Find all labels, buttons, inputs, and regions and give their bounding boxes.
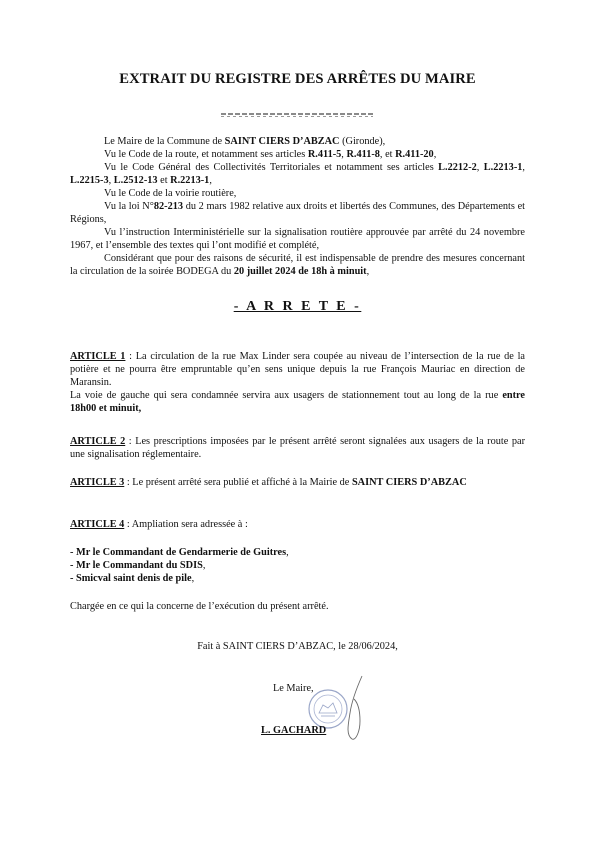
- list-item: - Mr le Commandant de Gendarmerie de Guitres,: [70, 547, 289, 558]
- preamble-line-voirie: Vu le Code de la voirie routière,: [104, 188, 237, 199]
- article-3: ARTICLE 3 : Le présent arrêté sera publié et affiché à la Mairie de SAINT CIERS D’ABZAC: [70, 477, 467, 488]
- preamble: [70, 135, 525, 278]
- signatory-name: L. GACHARD: [261, 725, 327, 736]
- preamble-line-maire: Le Maire de la Commune de SAINT CIERS D’ABZAC (Gironde),: [104, 136, 386, 147]
- article-4-label: ARTICLE 4: [70, 519, 125, 530]
- mayor-title: Le Maire,: [273, 683, 314, 694]
- list-item: - Mr le Commandant du SDIS,: [70, 560, 206, 571]
- article-2-label: ARTICLE 2: [70, 436, 126, 447]
- preamble-line-cgct: Vu le Code Général des Collectivités Territoriales et notamment ses articles L.2212-2, L.2213-1, L.2215-3, L.2512-13 et R.2213-1,: [70, 162, 525, 186]
- closing-statement: Chargée en ce qui la concerne de l’exécution du présent arrêté.: [70, 601, 329, 612]
- title-separator: [221, 110, 373, 118]
- article-1: [70, 350, 525, 415]
- preamble-line-considerant: Considérant que pour des raisons de sécurité, il est indispensable de prendre des mesures concernant la circulation de la soirée BODEGA du 20 juillet 2024 de 18h à minuit,: [70, 253, 525, 277]
- preamble-line-instruction: Vu l’instruction Interministérielle sur la signalisation routière approuvée par arrêté du 24 novembre 1967, et l’ensemble des textes qui l’ont modifié et complété,: [70, 227, 525, 251]
- document-title: EXTRAIT DU REGISTRE DES ARRÊTES DU MAIRE: [119, 71, 476, 87]
- article-1-paragraph: ARTICLE 1 : La circulation de la rue Max Linder sera coupée au niveau de l’intersection de la rue de la potière et ne pourra être empruntable qu’en sens unique depuis la rue François Mauriac en direction de Maransin.: [70, 351, 525, 388]
- preamble-line-code-route: Vu le Code de la route, et notamment ses articles R.411-5, R.411-8, et R.411-20,: [104, 149, 437, 160]
- preamble-line-loi: Vu la loi N°82-213 du 2 mars 1982 relative aux droits et libertés des Communes, des Départements et Régions,: [70, 201, 526, 225]
- recipient-list: [70, 546, 525, 585]
- article-3-label: ARTICLE 3: [70, 477, 125, 488]
- arrete-heading: - A R R E T E -: [233, 299, 362, 314]
- article-1-paragraph-2: La voie de gauche qui sera condamnée servira aux usagers de stationnement tout au long de la rue entre 18h00 et minuit,: [70, 390, 525, 414]
- article-1-label: ARTICLE 1: [70, 351, 126, 362]
- article-4: ARTICLE 4 : Ampliation sera adressée à :: [70, 519, 248, 530]
- list-item: - Smicval saint denis de pile,: [70, 573, 195, 584]
- place-date-line: Fait à SAINT CIERS D’ABZAC, le 28/06/2024,: [197, 641, 398, 652]
- article-2: ARTICLE 2 : Les prescriptions imposées par le présent arrêté seront signalées aux usagers de la route par une signalisation réglementaire.: [70, 436, 525, 460]
